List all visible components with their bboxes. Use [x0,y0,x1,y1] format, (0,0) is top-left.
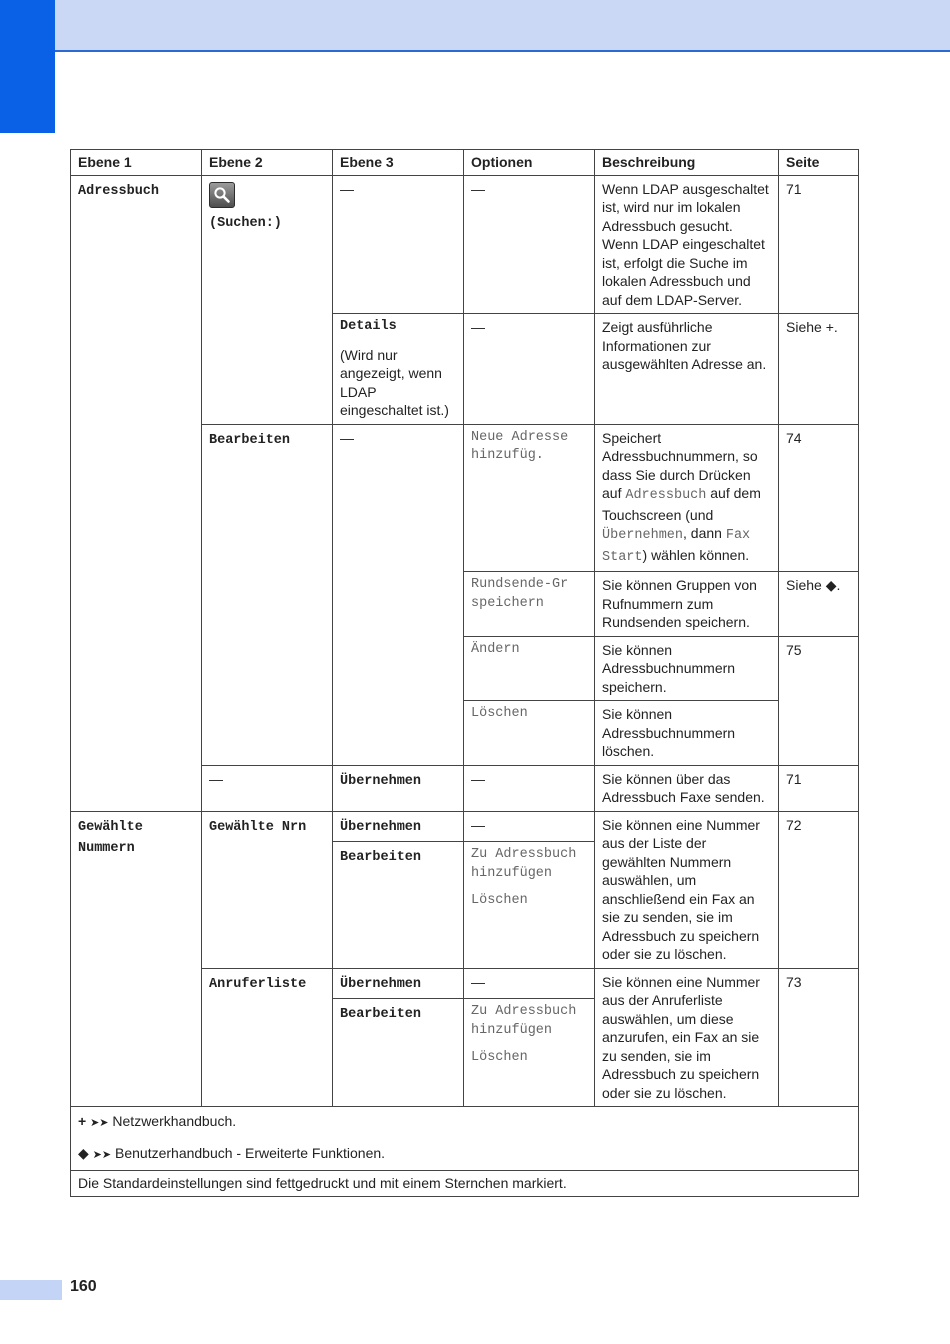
option-zu-adressbuch: Zu Adressbuch hinzufügen [471,1004,577,1038]
page-cell: Siehe +. [779,314,859,425]
page-cell: 73 [779,968,859,1107]
option-loeschen: Löschen [464,701,595,766]
description-cell: Sie können Gruppen von Rufnummern zum Rundsenden speichern. [595,572,779,637]
page-cell: 75 [779,636,859,765]
option-cell: — [464,968,595,999]
table-row [71,175,859,314]
level3-cell: — [333,175,464,314]
header-optionen: Optionen [464,150,595,176]
option-aendern: Ändern [464,636,595,701]
page-cell: 72 [779,811,859,968]
note-diamond: ◆ ➤➤ Benutzerhandbuch - Erweiterte Funktionen. [78,1145,386,1161]
option-cell: — [464,811,595,842]
level2-search [202,175,333,424]
search-icon [209,182,235,208]
header-ebene2: Ebene 2 [202,150,333,176]
level3-details: Details (Wird nur angezeigt, wenn LDAP eingeschaltet ist.) [333,314,464,425]
header-band [0,0,950,52]
level3-uebernehmen: Übernehmen [333,811,464,842]
defaults-row [71,1171,859,1197]
chapter-tab [0,0,55,133]
option-cell: — [464,314,595,425]
footer-band [0,1280,62,1300]
description-cell: Sie können eine Nummer aus der Liste der gewählten Nummern auswählen, um anschließend ein Fax an sie zu senden, sie im Adressbuch zu speichern oder sie zu löschen. [595,811,779,968]
page-number: 160 [70,1278,97,1295]
description-cell: Sie können eine Nummer aus der Anruferliste auswählen, um diese anzurufen, ein Fax an sie zu senden, sie im Adressbuch zu speichern oder sie zu löschen. [595,968,779,1107]
note-plus: + ➤➤ Netzwerkhandbuch. [78,1113,237,1129]
level2-bearbeiten: Bearbeiten [202,424,333,765]
level3-bearbeiten: Bearbeiten [333,842,464,969]
search-label: (Suchen:) [209,216,282,231]
arrow-icon: ➤➤ [90,1117,109,1129]
level2-cell: — [202,765,333,811]
level3-bearbeiten: Bearbeiten [333,999,464,1107]
description-cell: Zeigt ausführliche Informationen zur ausgewählten Adresse an. [595,314,779,425]
option-loeschen: Löschen [471,1050,528,1065]
level3-uebernehmen: Übernehmen [333,765,464,811]
notes-row [71,1107,859,1171]
description-cell: Sie können Adressbuchnummern speichern. [595,636,779,701]
header-ebene3: Ebene 3 [333,150,464,176]
option-cell [464,999,595,1107]
level3-uebernehmen: Übernehmen [333,968,464,999]
page-cell: 71 [779,765,859,811]
arrow-icon: ➤➤ [92,1149,112,1161]
settings-table [70,149,859,1197]
defaults-note: Die Standardeinstellungen sind fettgedruckt und mit einem Sternchen markiert. [71,1171,859,1197]
option-cell: — [464,765,595,811]
header-beschreibung: Beschreibung [595,150,779,176]
option-rundsende: Rundsende-Gr speichern [464,572,595,637]
level1-gewaehlte: Gewählte Nummern [71,811,202,1107]
description-cell: Speichert Adressbuchnummern, so dass Sie durch Drücken auf Adressbuch auf dem Touchscreen (und Übernehmen, dann Fax Start) wählen können. [595,424,779,572]
description-cell: Sie können Adressbuchnummern löschen. [595,701,779,766]
plus-icon: + [78,1113,87,1129]
header-row [71,150,859,176]
level2-anruferliste: Anruferliste [202,968,333,1107]
page-cell: Siehe ◆. [779,572,859,637]
diamond-icon: ◆ [78,1145,89,1161]
option-zu-adressbuch: Zu Adressbuch hinzufügen [471,847,577,881]
header-seite: Seite [779,150,859,176]
description-cell: Wenn LDAP ausgeschaltet ist, wird nur im lokalen Adressbuch gesucht. Wenn LDAP eingeschaltet ist, erfolgt die Suche im lokalen Adressbuch und auf dem LDAP-Server. [595,175,779,314]
header-ebene1: Ebene 1 [71,150,202,176]
table-row [71,811,859,842]
option-cell: — [464,175,595,314]
description-cell: Sie können über das Adressbuch Faxe senden. [595,765,779,811]
page-cell: 71 [779,175,859,314]
page-cell: 74 [779,424,859,572]
notes-cell [71,1107,859,1171]
level3-cell: — [333,424,464,765]
level1-adressbuch: Adressbuch [71,175,202,811]
option-neue-adresse: Neue Adresse hinzufüg. [464,424,595,572]
option-cell [464,842,595,969]
option-loeschen: Löschen [471,893,528,908]
details-note: (Wird nur angezeigt, wenn LDAP eingeschaltet ist.) [340,346,449,418]
level2-gewaehlte-nrn: Gewählte Nrn [202,811,333,968]
